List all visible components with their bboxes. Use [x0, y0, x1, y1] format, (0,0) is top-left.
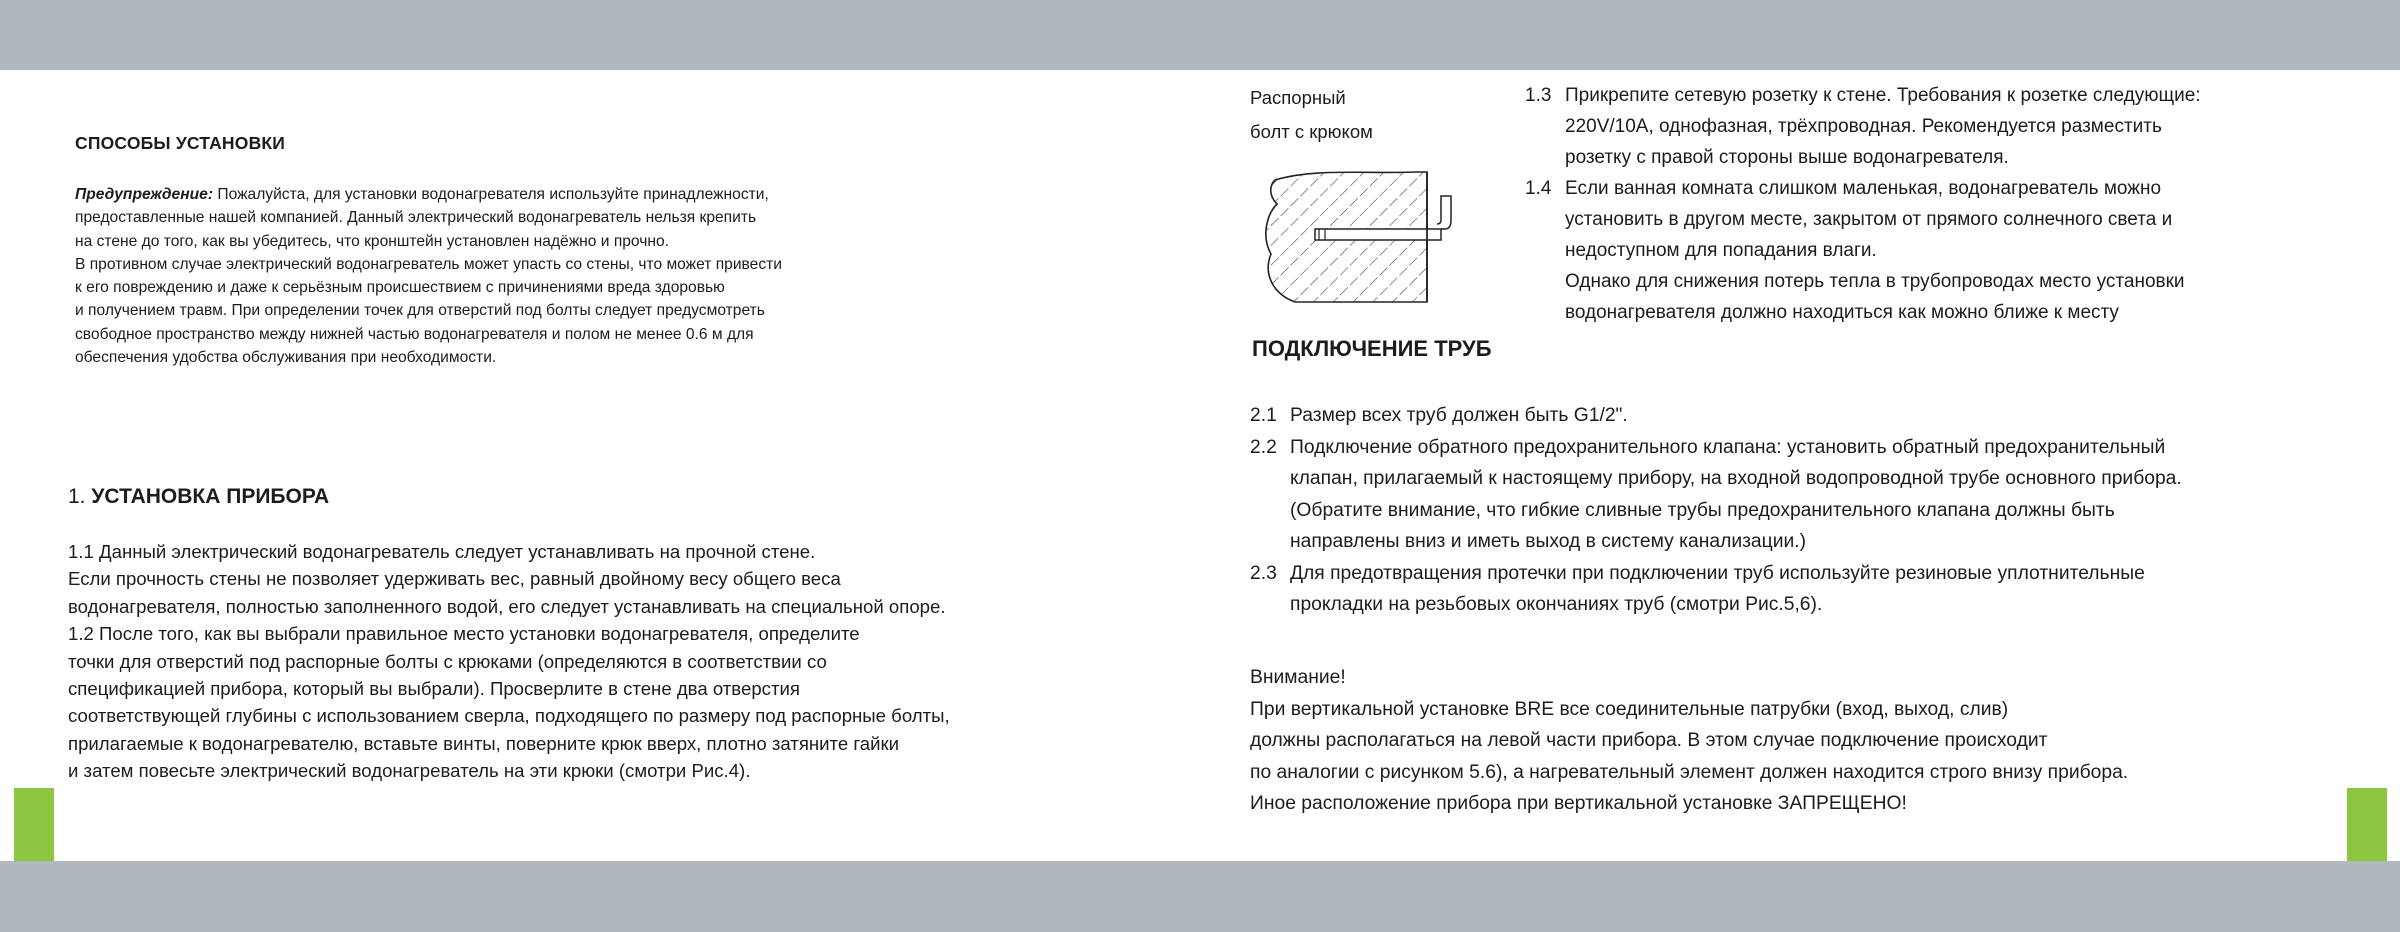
item-line: водонагревателя должно находиться как можно ближе к месту — [1565, 302, 2119, 323]
item-line: недоступном для попадания влаги. — [1565, 240, 1877, 261]
body-line: Если прочность стены не позволяет удерживать вес, равный двойному весу общего веса — [68, 568, 841, 590]
item-line: Прикрепите сетевую розетку к стене. Требования к розетке следующие: — [1565, 85, 2201, 106]
item-number: 1.3 — [1525, 85, 1552, 106]
pipes-list — [1250, 400, 2360, 621]
item-line: направлены вниз и иметь выход в систему канализации.) — [1290, 531, 1807, 552]
body-line: прилагаемые к водонагревателю, вставьте винты, поверните крюк вверх, плотно затяните гайки — [68, 732, 899, 754]
warning-line: обеспечения удобства обслуживания при необходимости. — [75, 349, 497, 367]
warning-line: на стене до того, как вы убедитесь, что кронштейн установлен надёжно и прочно. — [75, 232, 670, 250]
item-line: (Обратите внимание, что гибкие сливные трубы предохранительного клапана должны быть — [1290, 499, 2115, 521]
list-item — [1525, 80, 2355, 173]
pipes-title: ПОДКЛЮЧЕНИЕ ТРУБ — [1252, 336, 1492, 361]
item-line: Для предотвращения протечки при подключении труб используйте резиновые уплотнительные — [1290, 562, 2145, 584]
left-page-marker — [14, 788, 54, 861]
warning-line: и получением травм. При определении точек для отверстий под болты следует предусмотреть — [75, 302, 765, 320]
attention-line: Иное расположение прибора при вертикальной установке ЗАПРЕЩЕНО! — [1250, 793, 1907, 814]
warning-line: В противном случае электрический водонагреватель может упасть со стены, что может привести — [75, 255, 782, 273]
item-line: прокладки на резьбовых окончаниях труб (смотри Рис.5,6). — [1290, 594, 1823, 615]
list-item — [1525, 173, 2355, 328]
warning-line: свободное пространство между нижней частью водонагревателя и полом не менее 0.6 м для — [75, 325, 754, 343]
item-line: Однако для снижения потерь тепла в трубопроводах место установки — [1565, 271, 2185, 292]
item-number: 2.2 — [1250, 436, 1277, 458]
section-title: УСТАНОВКА ПРИБОРА — [91, 485, 330, 508]
install-methods-title: СПОСОБЫ УСТАНОВКИ — [75, 133, 286, 153]
attention-block — [1250, 662, 2360, 820]
top-band — [0, 0, 2400, 70]
attention-line: по аналогии с рисунком 5.6), а нагревательный элемент должен находится строго внизу прибора. — [1250, 761, 2129, 783]
warning-line: Предупреждение: Пожалуйста, для установки водонагревателя используйте принадлежности, — [75, 186, 769, 203]
item-line: розетку с правой стороны выше водонагревателя. — [1565, 147, 2009, 168]
warning-line: к его повреждению и даже к серьёзным происшествием с причинениями вреда здоровью — [75, 279, 725, 297]
body-line: 1.2 После того, как вы выбрали правильное место установки водонагревателя, определите — [68, 623, 860, 645]
caption-line: болт с крюком — [1250, 121, 1373, 142]
item-line: клапан, прилагаемый к настоящему прибору, на входной водопроводной трубе основного прибора. — [1290, 468, 2182, 489]
attention-line: При вертикальной установке BRE все соединительные патрубки (вход, выход, слив) — [1250, 698, 2009, 720]
body-line: спецификацией прибора, который вы выбрали). Просверлите в стене два отверстия — [68, 678, 800, 700]
outlet-list — [1525, 80, 2355, 328]
body-line: водонагревателя, полностью заполненного водой, его следует устанавливать на специальной опоре. — [68, 595, 946, 617]
anchor-bolt-diagram — [1255, 162, 1455, 312]
caption-line: Распорный — [1250, 87, 1346, 108]
figure-caption — [1250, 81, 1373, 149]
warning-line: предоставленные нашей компанией. Данный электрический водонагреватель нельзя крепить — [75, 209, 757, 227]
item-number: 2.1 — [1250, 405, 1277, 426]
item-line: Если ванная комната слишком маленькая, водонагреватель можно — [1565, 178, 2162, 199]
list-item — [1250, 400, 2360, 432]
body-line: точки для отверстий под распорные болты с крюками (определяются в соответствии со — [68, 650, 827, 672]
item-line: Подключение обратного предохранительного клапана: установить обратный предохранительный — [1290, 436, 2166, 458]
list-item — [1250, 558, 2360, 621]
list-item — [1250, 432, 2360, 558]
item-line: Размер всех труб должен быть G1/2". — [1290, 405, 1628, 426]
item-number: 2.3 — [1250, 562, 1277, 584]
warning-label: Предупреждение: — [75, 186, 214, 203]
attention-line: должны располагаться на левой части прибора. В этом случае подключение происходит — [1250, 730, 2048, 751]
body-line: и затем повесьте электрический водонагреватель на эти крюки (смотри Рис.4). — [68, 760, 751, 782]
item-line: установить в другом месте, закрытом от прямого солнечного света и — [1565, 209, 2173, 230]
item-line: 220V/10A, однофазная, трёхпроводная. Рекомендуется разместить — [1565, 116, 2162, 137]
section-heading — [68, 485, 329, 509]
body-line: 1.1 Данный электрический водонагреватель следует устанавливать на прочной стене. — [68, 541, 816, 562]
bottom-band — [0, 861, 2400, 932]
attention-title: Внимание! — [1250, 667, 1346, 688]
body-line: соответствующей глубины с использованием сверла, подходящего по размеру под распорные болты, — [68, 705, 950, 727]
section-number: 1. — [68, 485, 86, 508]
item-number: 1.4 — [1525, 178, 1552, 199]
install-body — [68, 538, 1118, 785]
warning-paragraph — [75, 183, 975, 369]
